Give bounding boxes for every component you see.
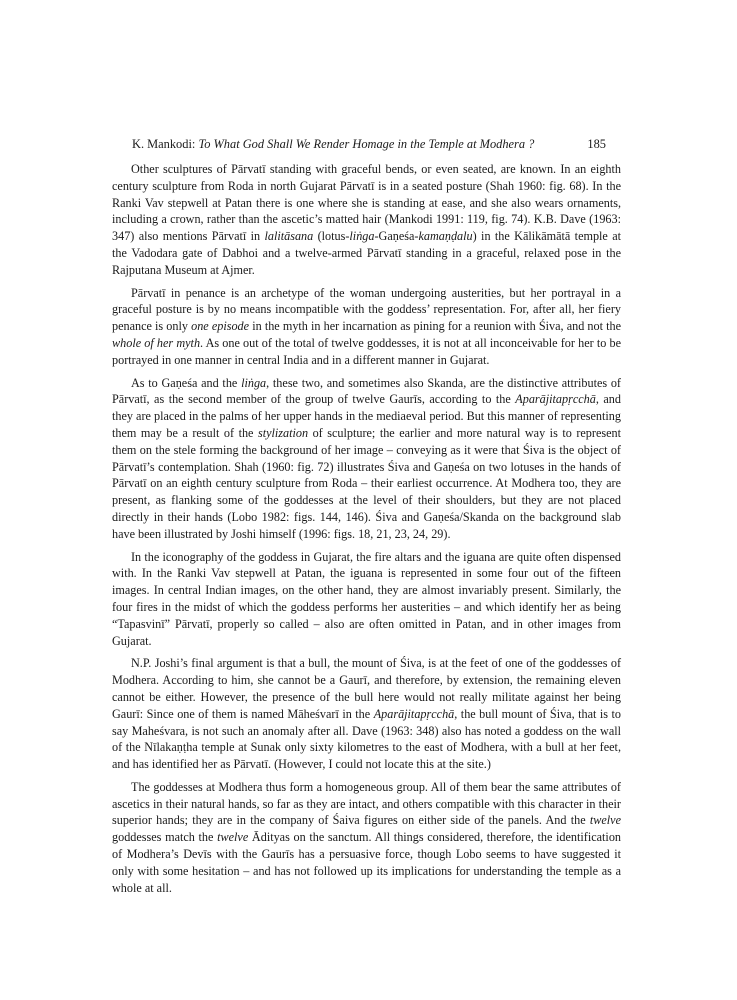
header-author: K. Mankodi: (132, 137, 199, 151)
running-head (132, 134, 534, 154)
italic-text: Aparājitapṛcchā (515, 392, 596, 407)
text-run: (lotus- (313, 229, 350, 244)
text-run: goddesses match the (112, 830, 218, 845)
italic-text: lalitāsana (264, 229, 314, 244)
text-run: , and they are placed in the palms of her upper hands in the mediaeval period. But this manner of representing them may be a result of the (112, 392, 621, 440)
text-run: ) in the Kālikāmātā temple at the Vadodara gate of Dabhoi and a twelve-armed Pārvatī standing in a graceful, relaxed pose in the Rajputana Museum at Ajmer. (112, 229, 621, 277)
italic-text: twelve (217, 830, 249, 845)
italic-text: whole of her myth (112, 335, 201, 350)
text-run: Other sculptures of Pārvatī standing with graceful bends, or even seated, are known. In an eighth century sculpture from Roda in north Gujarat Pārvatī is in a seated posture (Shah 1960: fig. 68). In the Ranki Vav stepwell at Patan there is one where she is standing at ease, and she also wears ornaments, including a crown, rather than the ascetic’s matted hair (Mankodi 1991: 119, fig. 74). K.B. Dave (1963: 347) also mentions Pārvatī in (112, 162, 621, 244)
italic-text: kamaṇḍalu (418, 229, 473, 244)
text-run: , these two, and sometimes also Skanda, are the distinctive attributes of Pārvatī, as the second member of the group of twelve Gaurīs, according to the (112, 375, 621, 407)
paragraph (112, 655, 621, 773)
italic-text: stylization (257, 425, 309, 440)
italic-text: one episode (191, 319, 250, 334)
italic-text: liṅga (349, 229, 375, 244)
text-run: As to Gaṇeśa and the (131, 375, 242, 390)
text-run: Pārvatī in penance is an archetype of the woman undergoing austerities, but her portrayal in a graceful posture is by no means incompatible with the goddess’ representation. For, after all, her fiery penance is only (112, 285, 621, 334)
paragraph (112, 779, 621, 897)
paragraph (112, 161, 621, 279)
header-title: To What God Shall We Render Homage in the Temple at Modhera ? (198, 137, 535, 151)
italic-text: twelve (589, 813, 621, 828)
text-run: The goddesses at Modhera thus form a homogeneous group. All of them bear the same attributes of ascetics in their natural hands, so far as they are intact, and others compatible with this character in their superior hands; they are in the company of Śaiva figures on either side of the panels. And the (112, 779, 621, 828)
text-run: In the iconography of the goddess in Gujarat, the fire altars and the iguana are quite often dispensed with. In the Ranki Vav stepwell at Patan, the iguana is represented in some four out of the fifteen images. In central Indian images, on the other hand, they are almost invariably present. Similarly, the four fires in the midst of which the goddess performs her austerities – and which identify her as being “Tapasvinī” Pārvatī, properly so called – also are often omitted in Patan, and in other images from Gujarat. (112, 549, 621, 648)
body-text (112, 161, 621, 902)
page-number: 185 (587, 137, 606, 151)
text-run: in the myth in her incarnation as pining for a reunion with Śiva, and not the (249, 319, 622, 334)
text-run: -Gaṇeśa- (374, 229, 419, 244)
paragraph (112, 375, 621, 543)
italic-text: Aparājitapṛcchā (373, 706, 455, 721)
text-run: Ādityas on the sanctum. All things considered, therefore, the identification of Modhera’s Devīs with the Gaurīs has a persuasive force, though Lobo seems to have suggested it only with some hesitation – and has not followed up its implications for understanding the temple as a whole at all. (112, 830, 622, 895)
text-run: , the bull mount of Śiva, that is to say Maheśvara, is not such an anomaly after all. Dave (1963: 348) also has noted a goddess on the wall of the Nīlakaṇṭha temple at Sunak only sixty kilometres to the east of Modhera, with a bull at her feet, and has identified her as Pārvatī. (However, I could not locate this at the site.) (112, 706, 621, 772)
text-run: . As one out of the total of twelve goddesses, it is not at all inconceivable for her to be portrayed in one manner in central India and in a different manner in Gujarat. (112, 335, 621, 367)
italic-text: liṅga (241, 375, 267, 390)
paragraph (112, 285, 621, 369)
running-header (132, 134, 606, 154)
paragraph (112, 549, 621, 650)
text-run: of sculpture; the earlier and more natural way is to represent them on the stele forming the background of her image – conveying as it were that Śiva is the object of Pārvatī’s contemplation. Shah (1960: fig. 72) illustrates Śiva and Gaṇeśa on two lotuses in the hands of Pārvatī on an eighth century sculpture from Roda – their earliest occurrence. At Modhera too, they are present, as flanking some of the goddesses at the level of their shoulders, but they are not placed directly in their hands (Lobo 1982: figs. 144, 146). Śiva and Gaṇeśa/Skanda on the background slab have been illustrated by Joshi himself (1996: figs. 18, 21, 23, 24, 29). (112, 425, 621, 541)
text-run: N.P. Joshi’s final argument is that a bull, the mount of Śiva, is at the feet of one of the goddesses of Modhera. According to him, she cannot be a Gaurī, and therefore, by extension, the remaining eleven cannot be either. However, the presence of the bull here would not really militate against her being Gaurī: Since one of them is named Māheśvarī in the (112, 656, 621, 721)
